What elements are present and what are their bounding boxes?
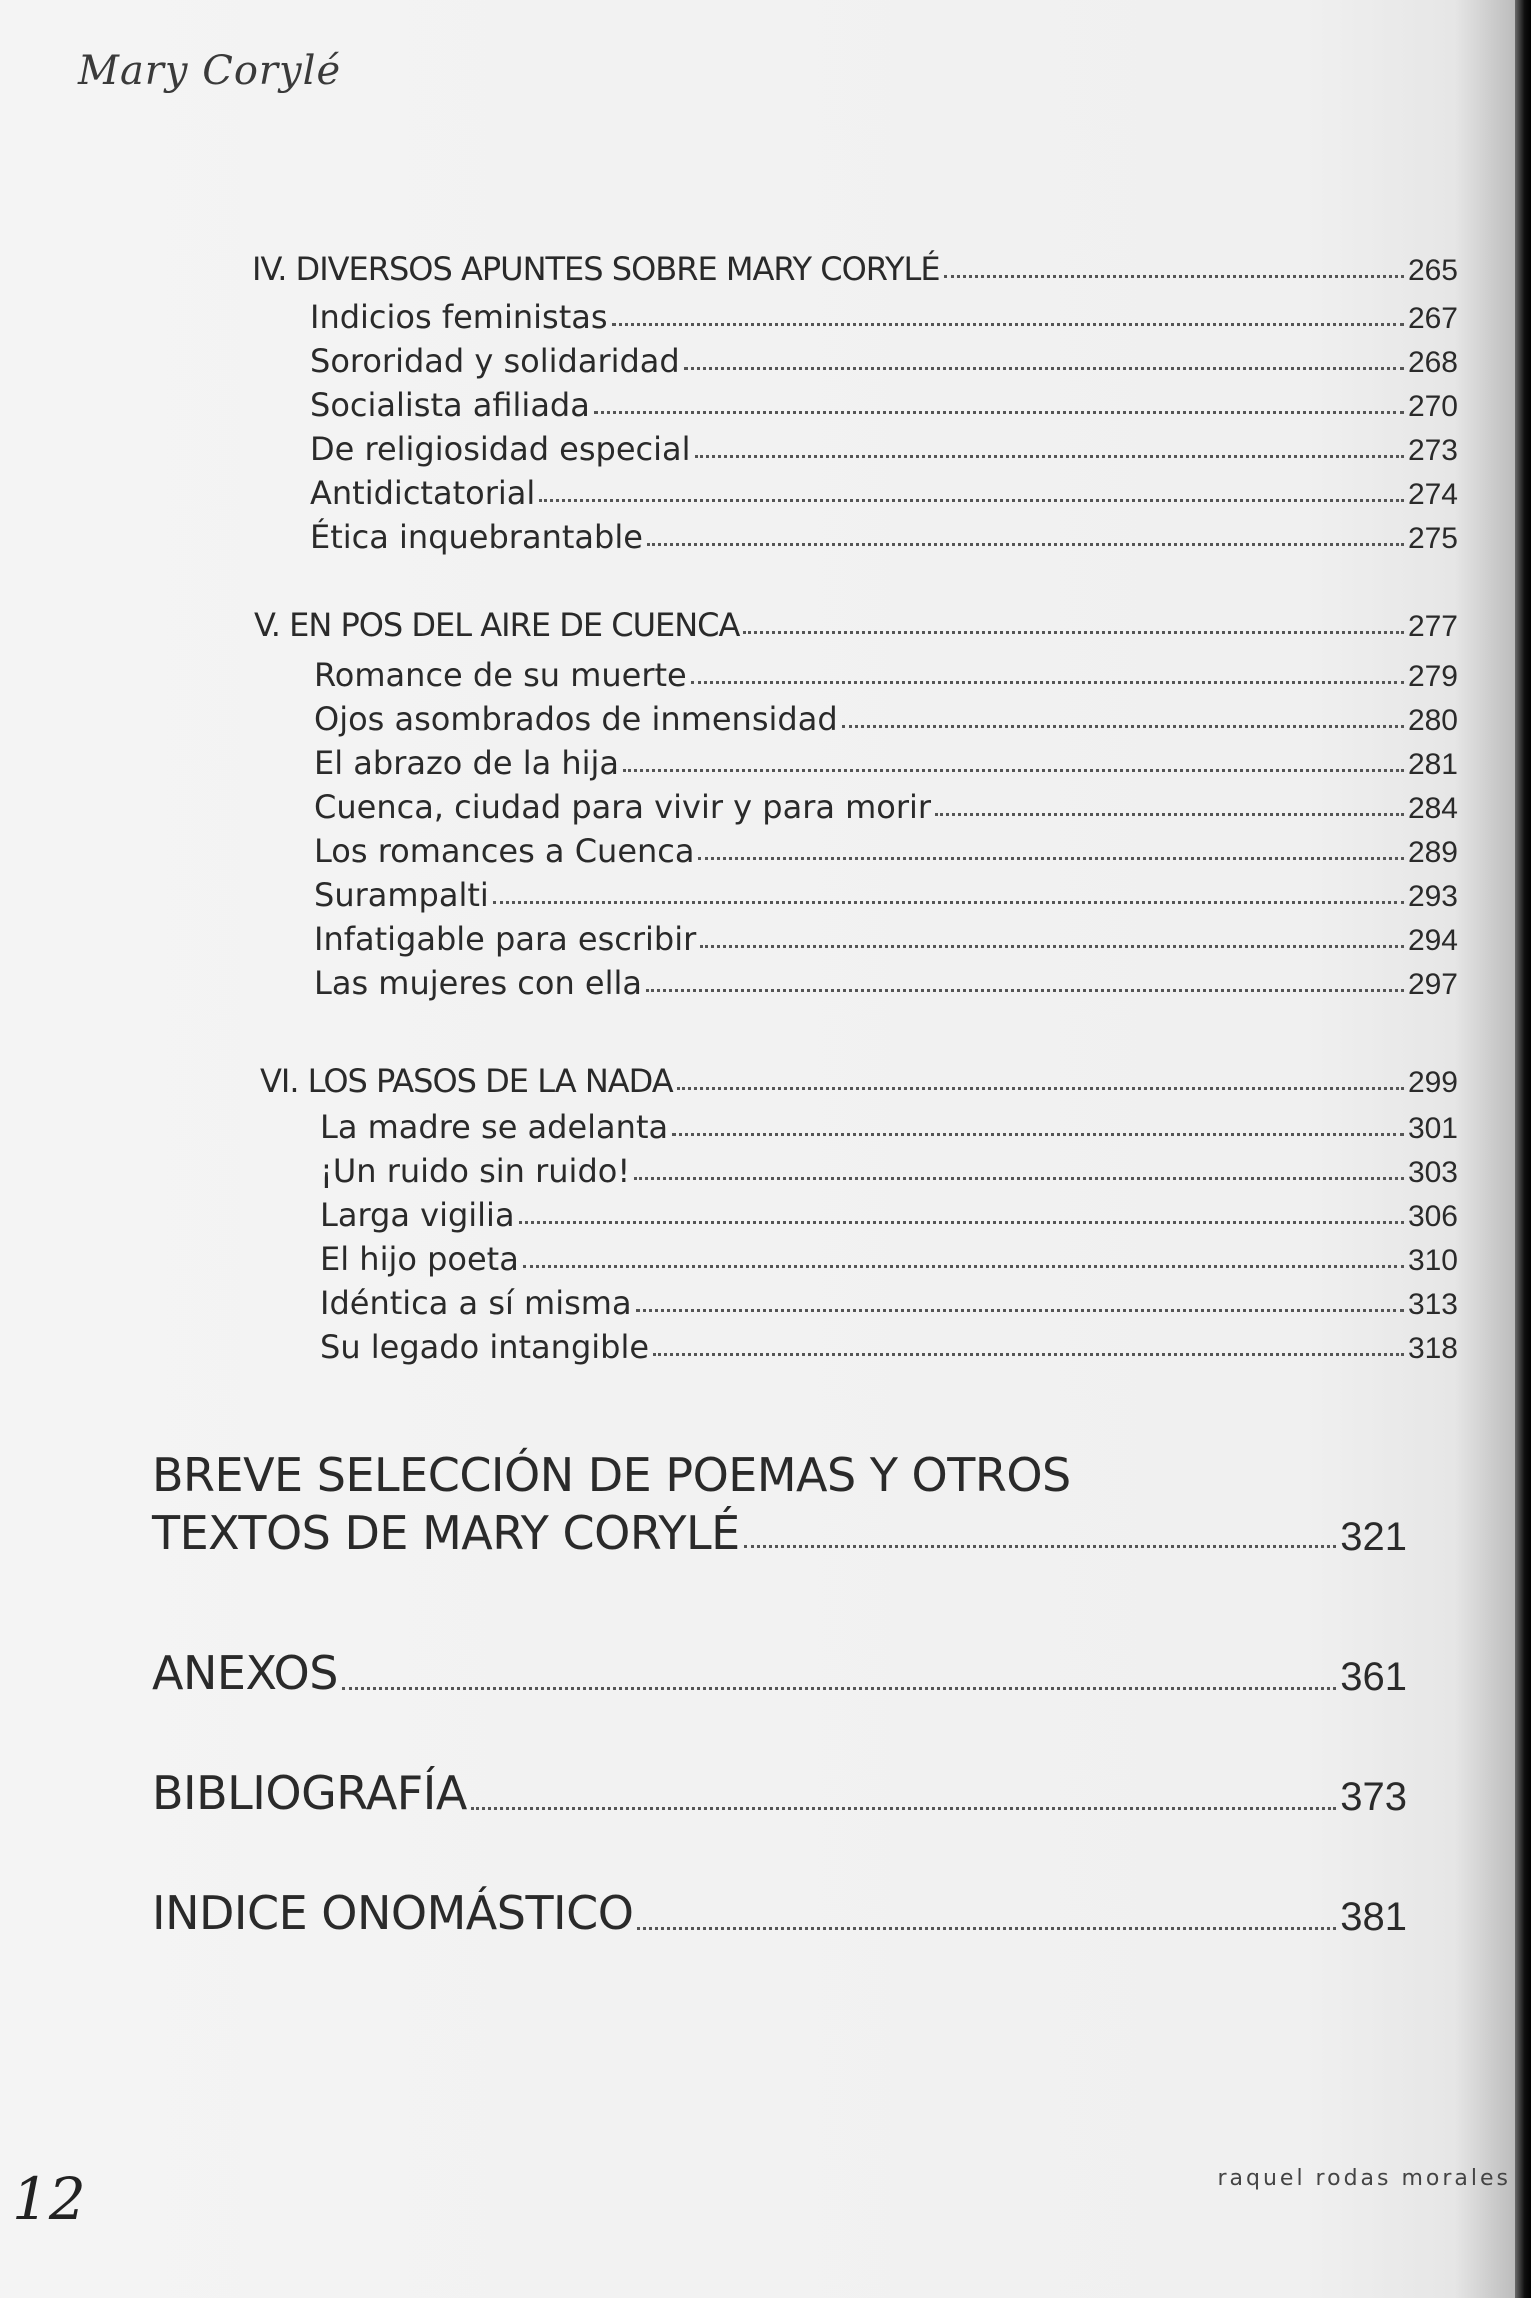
dot-leader [684, 367, 1404, 370]
toc-entry [310, 376, 1458, 424]
toc-title: Larga vigilia [320, 1196, 515, 1234]
toc-entry [310, 420, 1458, 468]
toc-title: Su legado intangible [320, 1328, 650, 1366]
toc-title: BIBLIOGRAFÍA [152, 1766, 467, 1820]
toc-entry [320, 1230, 1458, 1278]
toc-page: 270 [1407, 390, 1458, 423]
toc-page: 277 [1407, 610, 1458, 643]
toc-title: Ética inquebrantable [310, 518, 643, 556]
dot-leader [342, 1687, 1336, 1690]
toc-page: 275 [1407, 522, 1458, 555]
toc-entry [310, 288, 1458, 336]
dot-leader [653, 1353, 1404, 1356]
toc-entry [314, 778, 1458, 826]
toc-page: 289 [1407, 836, 1458, 869]
dot-leader [539, 499, 1404, 502]
toc-section-v [254, 596, 1458, 644]
toc-title: ¡Un ruido sin ruido! [320, 1152, 631, 1190]
dot-leader [646, 989, 1404, 992]
toc-title: El hijo poeta [320, 1240, 519, 1278]
toc-page: 268 [1407, 346, 1458, 379]
toc-entry [320, 1142, 1458, 1190]
toc-entry [320, 1318, 1458, 1366]
toc-entry [314, 910, 1458, 958]
toc-title: V. EN POS DEL AIRE DE CUENCA [254, 606, 740, 644]
toc-page: 274 [1407, 478, 1458, 511]
toc-page: 318 [1407, 1332, 1458, 1365]
toc-part-indice [152, 1876, 1407, 1940]
toc-page: 373 [1340, 1775, 1407, 1819]
toc-title: Surampalti [314, 876, 489, 914]
toc-entry [314, 866, 1458, 914]
toc-title: INDICE ONOMÁSTICO [152, 1886, 634, 1940]
toc-entry [310, 508, 1458, 556]
dot-leader [636, 1309, 1404, 1312]
toc-title: Las mujeres con ella [314, 964, 642, 1002]
toc-page: 321 [1340, 1515, 1407, 1559]
toc-page: 313 [1407, 1288, 1458, 1321]
dot-leader [944, 275, 1404, 278]
toc-title-line1: BREVE SELECCIÓN DE POEMAS Y OTROS [152, 1448, 1071, 1502]
toc-entry [320, 1186, 1458, 1234]
toc-part-anexos [152, 1636, 1407, 1700]
toc-entry [314, 690, 1458, 738]
dot-leader [637, 1927, 1336, 1930]
toc-page: 297 [1407, 968, 1458, 1001]
dot-leader [672, 1133, 1404, 1136]
toc-page: 303 [1407, 1156, 1458, 1189]
toc-entry [314, 822, 1458, 870]
toc-page: 294 [1407, 924, 1458, 957]
toc-page: 279 [1407, 660, 1458, 693]
dot-leader [743, 631, 1404, 634]
toc-entry [314, 646, 1458, 694]
dot-leader [519, 1221, 1404, 1224]
toc-section-vi [260, 1052, 1458, 1100]
toc-title: VI. LOS PASOS DE LA NADA [260, 1062, 673, 1100]
toc-page: 293 [1407, 880, 1458, 913]
toc-title: Ojos asombrados de inmensidad [314, 700, 838, 738]
dot-leader [695, 455, 1404, 458]
dot-leader [493, 901, 1404, 904]
toc-title: La madre se adelanta [320, 1108, 669, 1146]
toc-part-seleccion [152, 1448, 1407, 1560]
toc-title: Idéntica a sí misma [320, 1284, 632, 1322]
dot-leader [935, 813, 1404, 816]
dot-leader [523, 1265, 1404, 1268]
toc-title: Antidictatorial [310, 474, 536, 512]
dot-leader [634, 1177, 1404, 1180]
toc-title: Romance de su muerte [314, 656, 687, 694]
dot-leader [744, 1545, 1337, 1548]
dot-leader [691, 681, 1404, 684]
dot-leader [842, 725, 1404, 728]
dot-leader [677, 1087, 1404, 1090]
toc-title-row2 [152, 1506, 1407, 1560]
toc-entry [310, 464, 1458, 512]
toc-title: ANEXOS [152, 1646, 338, 1700]
toc-title: Los romances a Cuenca [314, 832, 695, 870]
toc-page: 299 [1407, 1066, 1458, 1099]
toc-page: 284 [1407, 792, 1458, 825]
toc-entry [314, 954, 1458, 1002]
dot-leader [612, 323, 1404, 326]
page-number: 12 [12, 2165, 86, 2233]
toc-page: 301 [1407, 1112, 1458, 1145]
toc-page: 265 [1407, 254, 1458, 287]
toc-page: 381 [1340, 1895, 1407, 1939]
dot-leader [700, 945, 1404, 948]
toc-title: Cuenca, ciudad para vivir y para morir [314, 788, 932, 826]
toc-entry [314, 734, 1458, 782]
toc-page: 280 [1407, 704, 1458, 737]
dot-leader [698, 857, 1403, 860]
toc-title: El abrazo de la hija [314, 744, 620, 782]
toc-entry [320, 1274, 1458, 1322]
dot-leader [471, 1807, 1336, 1810]
dot-leader [647, 543, 1404, 546]
toc-entry [310, 332, 1458, 380]
toc-title: IV. DIVERSOS APUNTES SOBRE MARY CORYLÉ [252, 250, 940, 288]
toc-page: 267 [1407, 302, 1458, 335]
toc-page: 273 [1407, 434, 1458, 467]
toc-entry [320, 1098, 1458, 1146]
toc-page: 306 [1407, 1200, 1458, 1233]
dot-leader [594, 411, 1404, 414]
toc-page: 361 [1340, 1655, 1407, 1699]
running-head: Mary Corylé [78, 48, 342, 94]
toc-page: 310 [1407, 1244, 1458, 1277]
toc-page: 281 [1407, 748, 1458, 781]
toc-title: Infatigable para escribir [314, 920, 697, 958]
toc-title: De religiosidad especial [310, 430, 691, 468]
dot-leader [623, 769, 1404, 772]
footer-author: raquel rodas morales [1217, 2166, 1511, 2191]
toc-part-bibliografia [152, 1756, 1407, 1820]
toc-section-iv [252, 240, 1458, 288]
toc-title: Socialista afiliada [310, 386, 590, 424]
toc-title-line2: TEXTOS DE MARY CORYLÉ [152, 1506, 740, 1560]
toc-title: Sororidad y solidaridad [310, 342, 680, 380]
toc-title: Indicios feministas [310, 298, 608, 336]
